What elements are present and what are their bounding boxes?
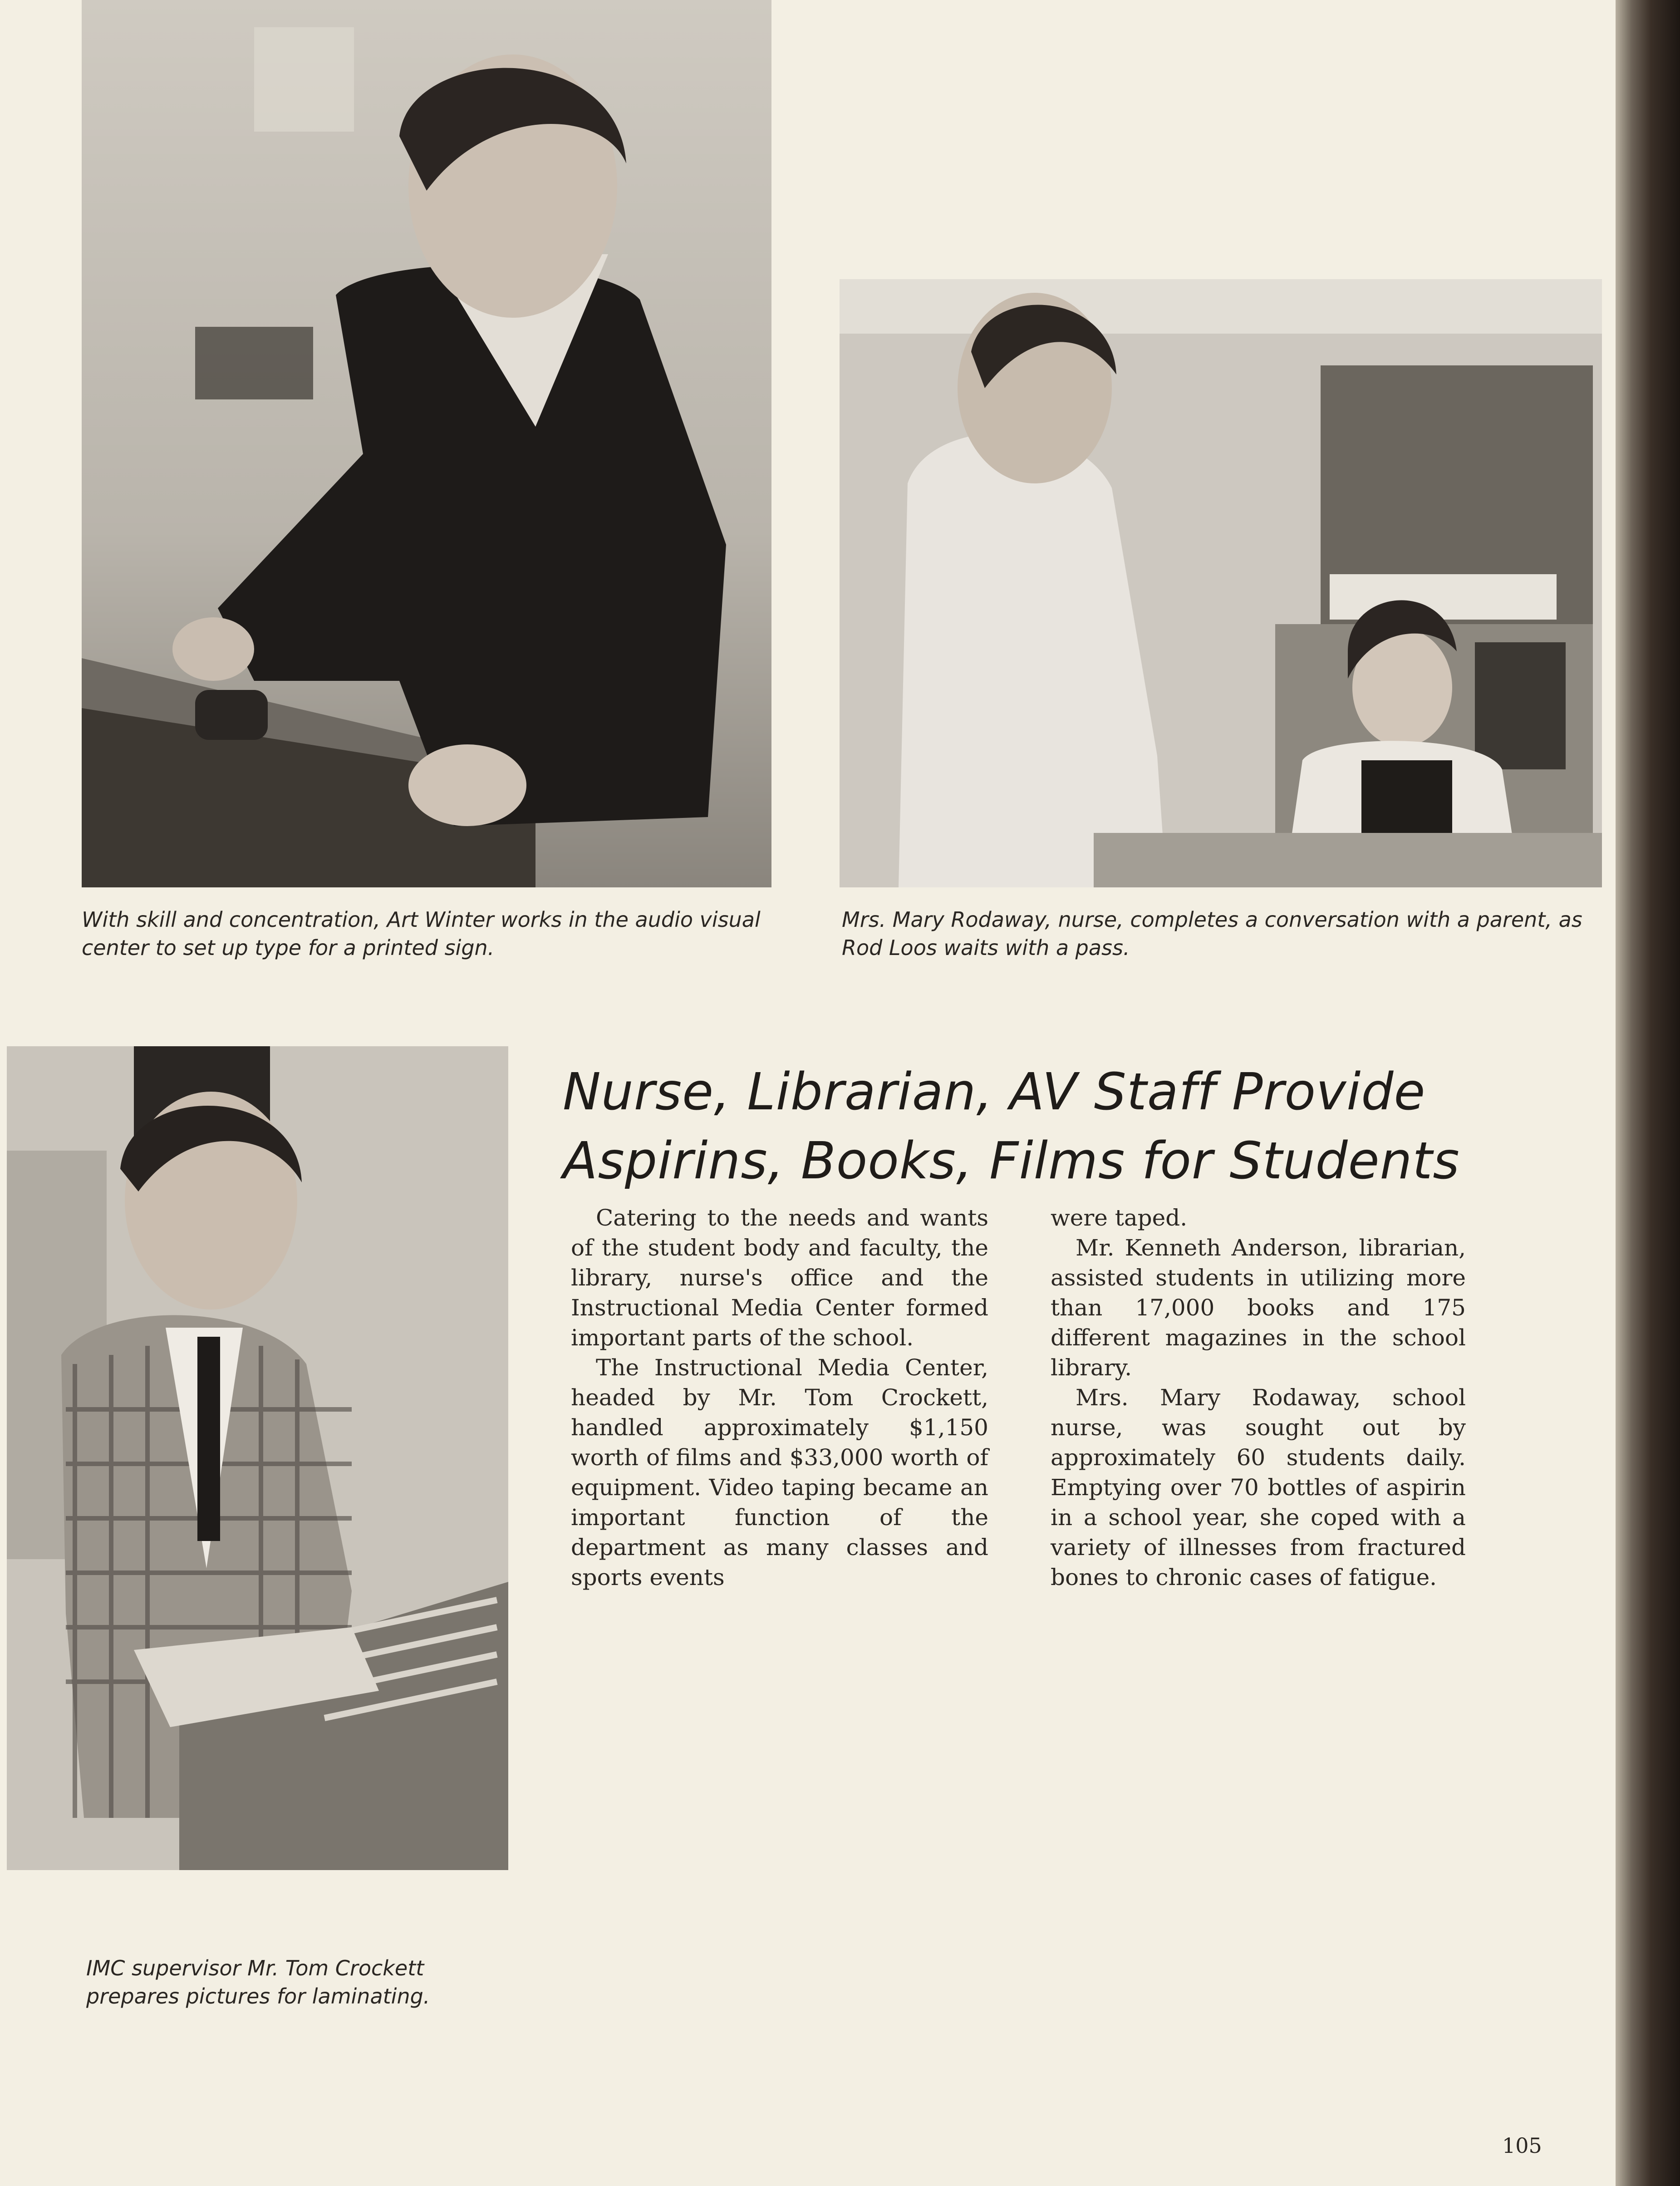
article-paragraph-continued: were taped. [1051,1205,1188,1231]
article-paragraph: Mrs. Mary Rodaway, school nurse, was sought out by approximately 60 students daily. Emptying over 70 bottles of aspirin in a school year, she coped with a variety of illnesses from fractured bones to chronic cases of fatigue. [1051,1384,1466,1590]
headline-line-2: Aspirins, Books, Films for Students [563,1132,1460,1191]
caption-student-printing: With skill and concentration, Art Winter works in the audio visual center to set up type for a printed sign. [82,907,761,960]
photo-nurse-office [840,279,1602,887]
photo-nurse-office-image [840,279,1602,887]
caption-imc-supervisor: IMC supervisor Mr. Tom Crockett prepares pictures for laminating. [86,1956,430,2009]
photo-imc-supervisor-image [7,1046,508,1870]
article-column-2 [1051,1203,1466,1592]
article-paragraph: Mr. Kenneth Anderson, librarian, assisted students in utilizing more than 17,000 books and 175 different magazines in the school library. [1051,1235,1466,1381]
photo-student-printing-image [82,0,771,887]
caption-nurse-office: Mrs. Mary Rodaway, nurse, completes a conversation with a parent, as Rod Loos waits with a pass. [842,907,1582,960]
book-spine [1616,0,1680,2186]
page-number: 105 [1502,2133,1542,2158]
article-column-1 [571,1203,988,1592]
photo-student-printing [82,0,771,887]
article-paragraph: The Instructional Media Center, headed by Mr. Tom Crockett, handled approximately $1,150 worth of films and $33,000 worth of equipment. Video taping became an important function of the department as many classes and sports events [571,1354,988,1590]
photo-imc-supervisor [7,1046,508,1870]
article-headline [563,1058,1470,1196]
headline-line-1: Nurse, Librarian, AV Staff Provide [563,1063,1426,1122]
article-paragraph: Catering to the needs and wants of the student body and faculty, the library, nurse's office and the Instructional Media Center formed important parts of the school. [571,1205,988,1351]
